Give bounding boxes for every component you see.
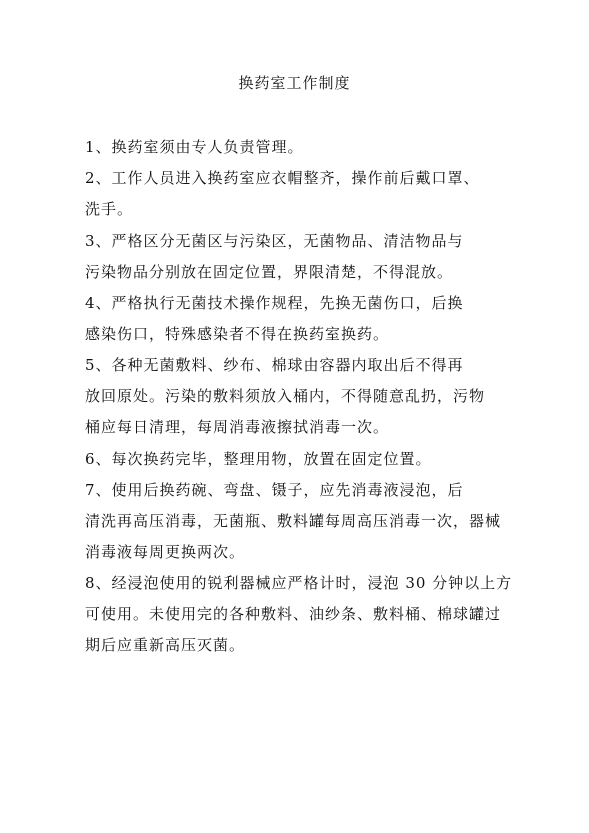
rule-line-6: 4、严格执行无菌技术操作规程，先换无菌伤口，后换 bbox=[85, 294, 464, 312]
rule-line-15: 8、经浸泡使用的锐利器械应严格计时，浸泡 30 分钟以上方 bbox=[85, 574, 513, 592]
rule-line-14: 消毒液每周更换两次。 bbox=[85, 543, 246, 561]
rule-line-3: 洗手。 bbox=[85, 200, 134, 218]
rule-line-2: 2、工作人员进入换药室应衣帽整齐，操作前后戴口罩、 bbox=[85, 169, 480, 187]
rule-line-11: 6、每次换药完毕，整理用物，放置在固定位置。 bbox=[85, 450, 432, 468]
rule-line-13: 清洗再高压消毒，无菌瓶、敷料罐每周高压消毒一次，器械 bbox=[85, 512, 502, 530]
rule-line-9: 放回原处。污染的敷料须放入桶内，不得随意乱扔，污物 bbox=[85, 387, 486, 405]
rule-line-8: 5、各种无菌敷料、纱布、棉球由容器内取出后不得再 bbox=[85, 356, 464, 374]
rule-line-10: 桶应每日清理，每周消毒液擦拭消毒一次。 bbox=[85, 418, 390, 436]
rule-line-7: 感染伤口，特殊感染者不得在换药室换药。 bbox=[85, 325, 390, 343]
rule-line-16: 可使用。未使用完的各种敷料、油纱条、敷料桶、棉球罐过 bbox=[85, 605, 502, 623]
rule-line-1: 1、换药室须由专人负责管理。 bbox=[85, 138, 304, 156]
rule-line-5: 污染物品分别放在固定位置，界限清楚，不得混放。 bbox=[85, 263, 454, 281]
rule-line-17: 期后应重新高压灭菌。 bbox=[85, 636, 246, 654]
rule-line-12: 7、使用后换药碗、弯盘、镊子，应先消毒液浸泡，后 bbox=[85, 481, 464, 499]
rule-line-4: 3、严格区分无菌区与污染区，无菌物品、清洁物品与 bbox=[85, 232, 464, 250]
document-title: 换药室工作制度 bbox=[238, 74, 351, 92]
